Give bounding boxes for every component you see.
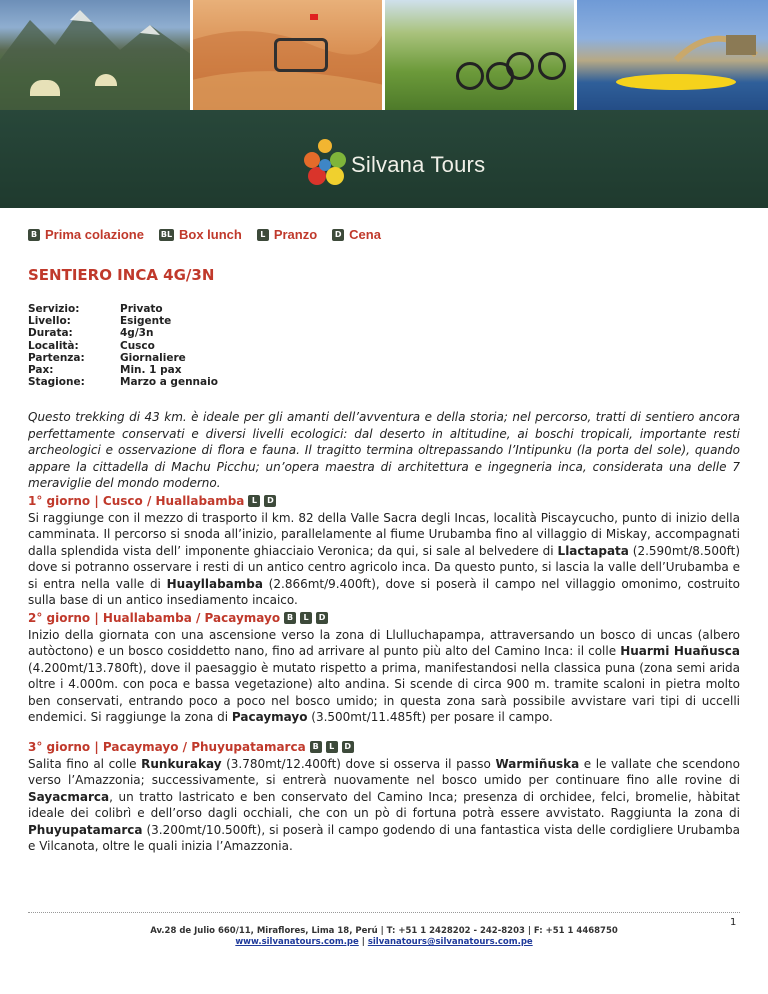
tent-graphic bbox=[30, 80, 60, 96]
day-title bbox=[28, 739, 740, 756]
spec-row bbox=[28, 315, 218, 327]
spec-value: Privato bbox=[120, 303, 163, 315]
legend-label: Cena bbox=[349, 227, 381, 242]
day-text-segment: (3.200mt/10.500ft), si poserà il campo godendo di una fantastica vista delle cordigliere Urubamba e Vilcanota, oltre le quali inizia l’Amazzonia. bbox=[28, 822, 740, 854]
day-title-text: 1° giorno | Cusco / Huallabamba bbox=[28, 494, 245, 508]
day-description bbox=[28, 756, 740, 856]
dinner-icon: D bbox=[332, 229, 344, 241]
breakfast-icon: B bbox=[310, 741, 322, 753]
day-text-segment: (3.500mt/11.485ft) per posare il campo. bbox=[307, 710, 553, 725]
day-text-segment: (4.200mt/13.780ft), dove il paesaggio è mutato rispetto a prima, manifestandosi nella classica puna (zona semi arida oltre i 4.000m. con poca e bassa vegetazione) alto andina. Si scende di circa 900 m. tramite scaloni in pietra molto ben conservati, entrando poco a poco nel bosco umido; in questa zona sarà possibile avvistare vari tipi di uccelli endemici. Si raggiunge la zona di bbox=[28, 660, 740, 725]
kayak-graphic bbox=[616, 74, 736, 90]
silvana-tours-logo-icon bbox=[302, 138, 348, 190]
cyclists-photo bbox=[384, 0, 576, 110]
place-name: Phuyupatamarca bbox=[28, 822, 143, 837]
header-photo-strip bbox=[0, 0, 768, 110]
day-text-segment: e le vallate che scendono verso l’Amazzonia; successivamente, si entrerà nuovamente nel bosco umido per continuare fino alle rovine di bbox=[28, 756, 740, 788]
spec-value: Esigente bbox=[120, 315, 172, 328]
legend-item-lunch bbox=[257, 227, 317, 242]
tour-specs bbox=[28, 303, 218, 388]
day-3-section bbox=[28, 739, 740, 855]
dinner-icon: D bbox=[264, 495, 276, 507]
spec-value: 4g/3n bbox=[120, 327, 154, 340]
footer bbox=[0, 926, 768, 948]
spec-value: Marzo a gennaio bbox=[120, 376, 218, 389]
photo-divider bbox=[190, 0, 193, 110]
spec-label: Livello: bbox=[28, 315, 71, 328]
legend-item-breakfast bbox=[28, 227, 144, 242]
day-description bbox=[28, 627, 740, 727]
day-text-segment: Si raggiunge con il mezzo di trasporto il km. 82 della Valle Sacra degli Incas, località Piscaycucho, punto di inizio della camminata. Il percorso si snoda all’inizio, parallelamente al fiume Urubamba fino al villaggio di Miskay, accompagnati dalla splendida vista dell’ imponente ghiacciaio Veronica; da qui, si sale al belvedere di bbox=[28, 510, 740, 558]
spec-label: Località: bbox=[28, 339, 79, 352]
footer-links bbox=[0, 937, 768, 948]
lunch-icon: L bbox=[300, 612, 312, 624]
bike-wheel-graphic bbox=[506, 52, 534, 80]
reed-boat-graphic bbox=[576, 0, 768, 110]
spec-label: Pax: bbox=[28, 364, 54, 377]
day-1-section bbox=[28, 493, 740, 609]
buggy-graphic bbox=[274, 38, 328, 72]
day-title-text: 2° giorno | Huallabamba / Pacaymayo bbox=[28, 611, 281, 625]
place-name: Sayacmarca bbox=[28, 789, 110, 804]
spec-label: Durata: bbox=[28, 327, 73, 340]
intro-paragraph: Questo trekking di 43 km. è ideale per gli amanti dell’avventura e della storia; nel percorso, tratti di sentiero ancora perfettamente conservati e diversi livelli ecologici: dal deserto in altitudine, ai boschi tropicali, importante resti archeologici e osservazione di flora e fauna. Il tragitto termina oltrepassando l’Intipunku (la porta del sole), quando appare la cittadella di Machu Picchu; un’opera maestra di architettura e ingegneria inca, considerata una delle 7 meraviglie del mondo moderno. bbox=[28, 410, 740, 491]
footer-divider bbox=[28, 912, 740, 913]
spec-row bbox=[28, 340, 218, 352]
meal-legend bbox=[28, 227, 396, 242]
flag-graphic bbox=[310, 14, 318, 20]
spec-value: Cusco bbox=[120, 339, 155, 352]
page-title: SENTIERO INCA 4G/3N bbox=[28, 266, 215, 284]
day-text-segment: (2.866mt/9.400ft), dove si poserà il campo nel villaggio omonimo, costruito sulla base di un antico insediamento incaico. bbox=[28, 576, 741, 608]
spec-label: Stagione: bbox=[28, 376, 85, 389]
footer-address: Av.28 de Julio 660/11, Miraflores, Lima 18, Perú | T: +51 1 2428202 - 242-8203 | F: +51 1 4468750 bbox=[150, 926, 618, 936]
bike-wheel-graphic bbox=[456, 62, 484, 90]
brand-name: Silvana Tours bbox=[351, 152, 486, 177]
day-title bbox=[28, 610, 740, 627]
email-link[interactable]: silvanatours@silvanatours.com.pe bbox=[367, 937, 533, 947]
legend-label: Box lunch bbox=[178, 227, 242, 242]
place-name: Huarmi Huañusca bbox=[620, 644, 740, 659]
bike-wheel-graphic bbox=[538, 52, 566, 80]
spec-label: Partenza: bbox=[28, 351, 85, 364]
box-lunch-icon: BL bbox=[160, 229, 173, 239]
mountain-camp-photo bbox=[0, 0, 192, 110]
photo-divider bbox=[382, 0, 385, 110]
mountain-peaks-graphic bbox=[0, 0, 192, 110]
footer-separator: | bbox=[358, 937, 368, 947]
legend-item-box-lunch bbox=[159, 227, 242, 242]
legend-item-dinner bbox=[332, 227, 381, 242]
lake-kayak-photo bbox=[576, 0, 768, 110]
place-name: Huayllabamba bbox=[166, 576, 263, 591]
day-text-segment: , un tratto lastricato e ben conservato del Camino Inca; presenza di orchidee, felci, bromelie, hàbitat ideale dei colibrì e dell’orso dagli occhiali, che con un pò di fortuna potrà essere avvistato. Raggiunta la zona di bbox=[28, 789, 740, 821]
photo-divider bbox=[574, 0, 577, 110]
legend-label: Prima colazione bbox=[45, 227, 144, 242]
spec-row bbox=[28, 352, 218, 364]
spec-row bbox=[28, 303, 218, 315]
spec-label: Servizio: bbox=[28, 303, 80, 315]
day-text-segment: (2.590mt/8.500ft) dove si potranno osservare i resti di un antico centro agricolo inca. Da questo punto, si lascia la valle dell’Urubamba e si entra nella valle di bbox=[28, 543, 741, 591]
website-link[interactable]: www.silvanatours.com.pe bbox=[235, 937, 359, 947]
place-name: Llactapata bbox=[557, 543, 629, 558]
desert-buggy-photo bbox=[192, 0, 384, 110]
day-text-segment: Inizio della giornata con una ascensione verso la zona di Llulluchapampa, attraversando un bosco di uncas (albero autòctono) e un bosco cosiddetto nano, fino ad arrivare al punto più alto del Camino Inca: il colle bbox=[28, 627, 740, 659]
dinner-icon: D bbox=[342, 741, 354, 753]
place-name: Pacaymayo bbox=[231, 710, 308, 725]
day-2-section bbox=[28, 610, 740, 726]
spec-value: Min. 1 pax bbox=[120, 364, 182, 377]
legend-label: Pranzo bbox=[273, 227, 318, 242]
breakfast-icon: B bbox=[284, 612, 296, 624]
day-text-segment: Salita fino al colle bbox=[28, 756, 142, 771]
page-number: 1 bbox=[730, 917, 737, 928]
spec-row bbox=[28, 364, 218, 376]
day-title bbox=[28, 493, 740, 510]
place-name: Runkurakay bbox=[141, 756, 222, 771]
lunch-icon: L bbox=[248, 495, 260, 507]
spec-value: Giornaliere bbox=[120, 351, 186, 364]
place-name: Warmiñuska bbox=[495, 756, 580, 771]
day-text-segment: (3.780mt/12.400ft) dove si osserva il passo bbox=[221, 756, 496, 771]
spec-row bbox=[28, 327, 218, 339]
day-title-text: 3° giorno | Pacaymayo / Phuyupatamarca bbox=[28, 740, 306, 754]
day-description bbox=[28, 510, 740, 610]
lunch-icon: L bbox=[326, 741, 338, 753]
dinner-icon: D bbox=[316, 612, 328, 624]
breakfast-icon: B bbox=[28, 229, 40, 241]
lunch-icon: L bbox=[257, 229, 269, 241]
spec-row bbox=[28, 376, 218, 388]
